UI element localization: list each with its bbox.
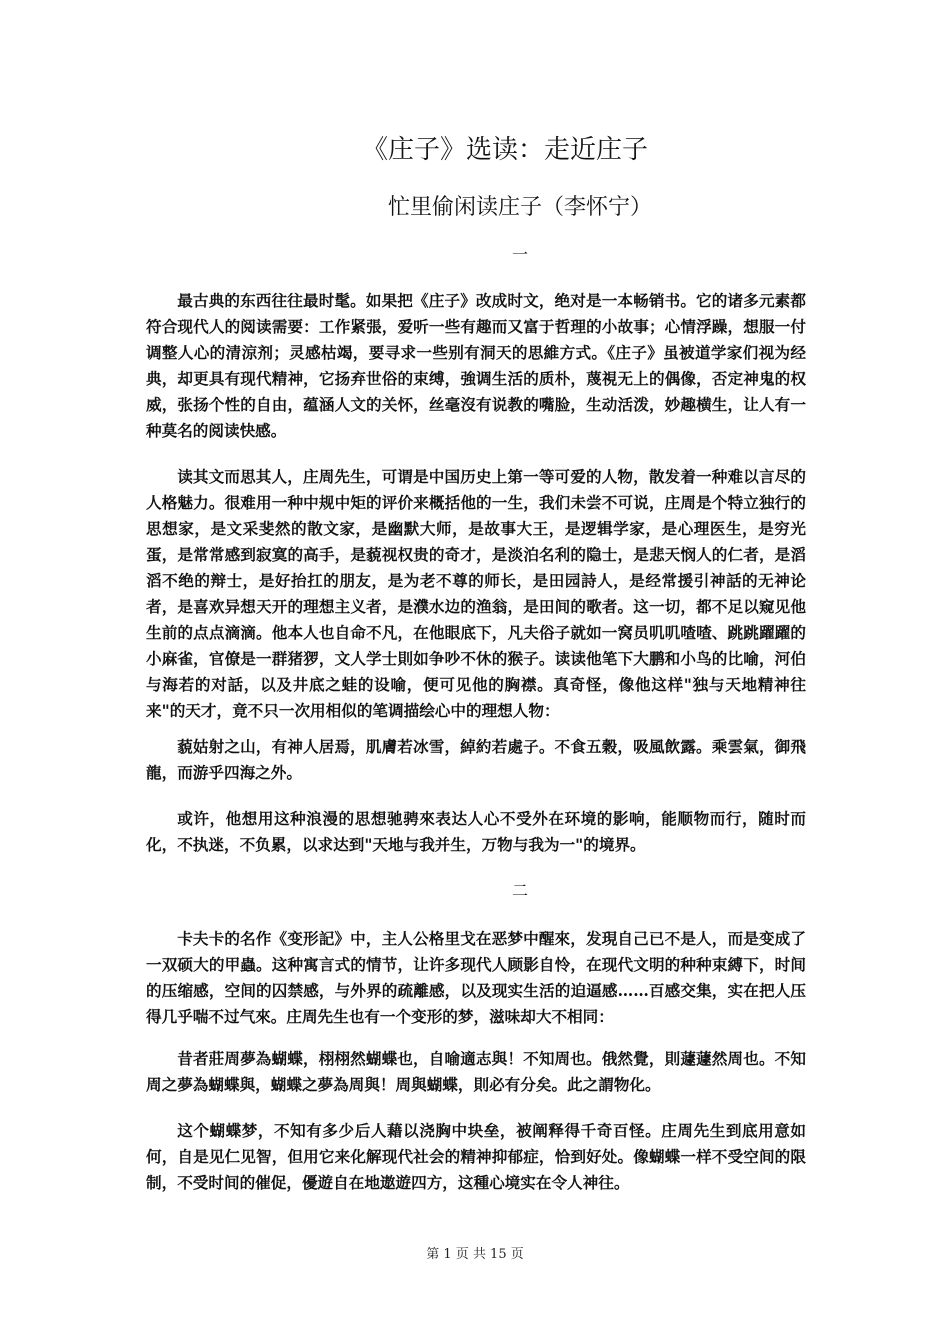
section-number-two: 二	[511, 881, 528, 900]
page-footer: 第 1 页 共 15 页	[426, 1247, 524, 1262]
paragraph-3: 或许，他想用这种浪漫的思想驰骋來表达人心不受外在环境的影响，能顺物而行，随时而化，不执迷，不负累，以求达到"天地与我并生，万物与我为一"的境界。	[146, 809, 806, 854]
paragraph-2: 读其文而思其人，庄周先生，可谓是中国历史上第一等可爱的人物，散发着一种难以言尽的人格魅力。很难用一种中规中矩的评价来概括他的一生，我们未尝不可说，庄周是个特立独行的思想家，是文采斐然的散文家，是幽默大师，是故事大王，是逻辑学家，是心理医生，是穷光蛋，是常常感到寂寞的高手，是藐视权贵的奇才，是淡泊名利的隐士，是悲天悯人的仁者，是滔滔不绝的辩士，是好抬扛的朋友，是为老不尊的师长，是田园詩人，是经常援引神話的无神论者，是喜欢异想天开的理想主义者，是濮水边的渔翁，是田间的歌者。这一切，都不足以窥见他生前的点点滴滴。他本人也自命不凡，在他眼底下，凡夫俗子就如一窝员叽叽喳喳、跳跳躍躍的小麻雀，官僚是一群猪猡，文人学士則如争吵不休的猴子。读读他笔下大鹏和小鸟的比喻，河伯与海若的对話，以及井底之蛙的设喻，便可见他的胸襟。真奇怪，像他这样"独与天地精神往来"的天才，竟不只一次用相似的笔调描绘心中的理想人物：	[146, 467, 806, 720]
section-number-one: 一	[511, 245, 528, 264]
paragraph-4: 卡夫卡的名作《变形記》中，主人公格里戈在恶梦中醒來，发現自己已不是人，而是变成了一双硕大的甲蟲。这种寓言式的情节，让许多现代人顾影自怜，在现代文明的种种束縛下，时间的压缩感，空间的囚禁感，与外界的疏離感，以及现实生活的迫逼感……百感交集，实在把人压得几乎喘不过气來。庄周先生也有一个变形的梦，滋味却大不相同：	[146, 929, 806, 1026]
paragraph-5: 这个蝴蝶梦，不知有多少后人藉以浇胸中块垒，被阐释得千奇百怪。庄周先生到底用意如何，自是见仁见智，但用它来化解现代社会的精神抑郁症，恰到好处。像蝴蝶一样不受空间的限制，不受时间的催促，優遊自在地遨遊四方，这種心境实在令人神往。	[146, 1121, 806, 1192]
document-subtitle: 忙里偷闲读庄子（李怀宁）	[387, 195, 652, 220]
paragraph-quote-2: 昔者莊周夢為蝴蝶，栩栩然蝴蝶也，自喻適志與！不知周也。俄然覺，則蘧蘧然周也。不知周之夢為蝴蝶與，蝴蝶之夢為周與！周與蝴蝶，則必有分矣。此之謂物化。	[146, 1049, 806, 1094]
paragraph-1: 最古典的东西往往最时髦。如果把《庄子》改成时文，绝对是一本畅销书。它的诸多元素都符合现代人的阅读需要：工作紧張，爱听一些有趣而又富于哲理的小故事；心情浮躁，想服一付调整人心的清涼剂；灵感枯竭，要寻求一些别有洞天的思維方式。《庄子》虽被道学家们视为经典，却更具有现代精神，它扬弃世俗的束缚，強调生活的质朴，蔑視无上的偶像，否定神鬼的权威，张扬个性的自由，蕴涵人文的关怀，丝毫沒有说教的嘴脸，生动活泼，妙趣横生，让人有一种莫名的阅读快感。	[146, 291, 806, 440]
document-title: 《庄子》选读：走近庄子	[361, 135, 648, 165]
paragraph-quote-1: 藐姑射之山，有神人居焉，肌膚若冰雪，綽約若處子。不食五穀，吸風飲露。乘雲氣，御飛龍，而游乎四海之外。	[146, 737, 806, 782]
